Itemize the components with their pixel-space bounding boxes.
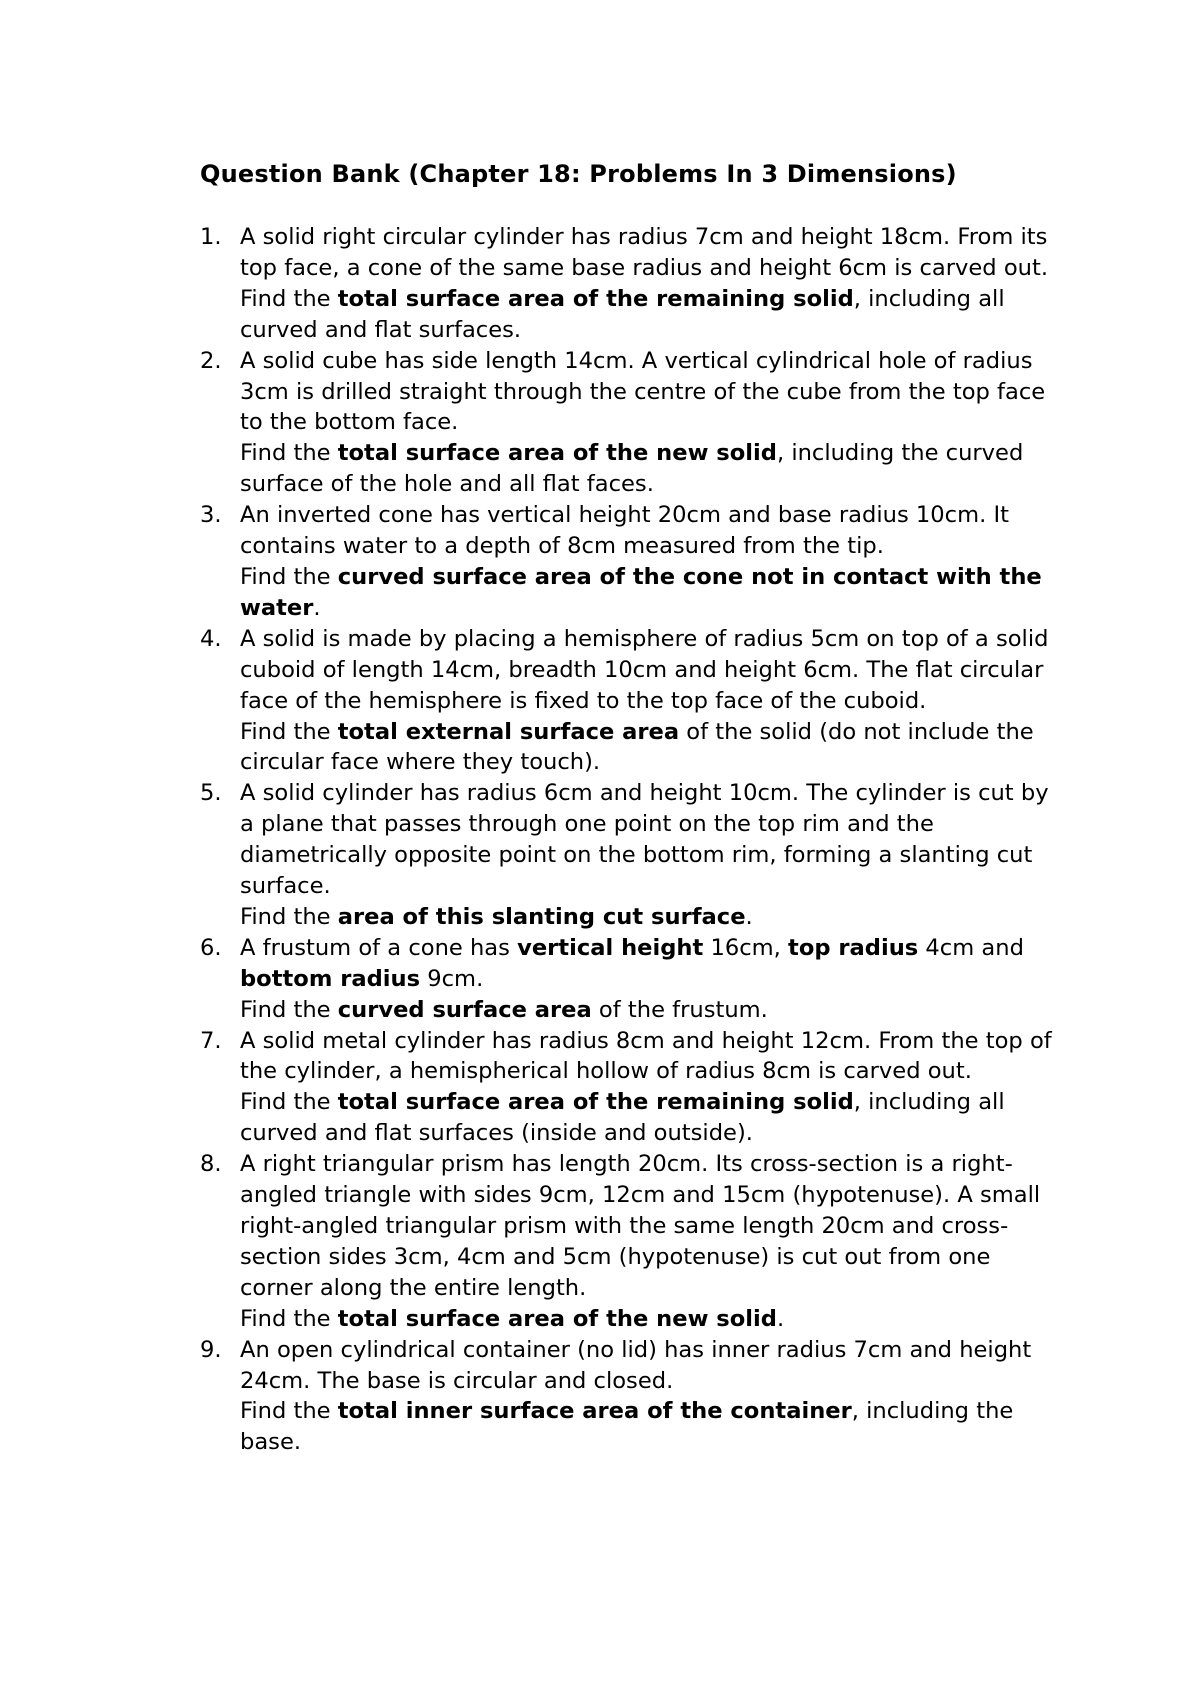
- emphasis-text: total surface area of the new solid: [337, 440, 777, 467]
- task-text: Find the: [240, 285, 338, 312]
- question-task: [240, 995, 1060, 1026]
- emphasis-text: total surface area of the remaining solid: [337, 1089, 854, 1116]
- emphasis-text: total external surface area: [337, 718, 680, 745]
- page-title: Question Bank (Chapter 18: Problems In 3 Dimensions): [200, 160, 957, 188]
- stem-text: A frustum of a cone has: [240, 934, 518, 961]
- question-stem: A solid is made by placing a hemisphere of radius 5cm on top of a solid cuboid of length 14cm, breadth 10cm and height 6cm. The flat circular face of the hemisphere is fixed to the top face of the cuboid.: [240, 625, 1049, 714]
- emphasis-text: bottom radius: [240, 965, 421, 992]
- question-body: [240, 778, 1060, 933]
- task-text: .: [776, 1305, 785, 1332]
- emphasis-text: total inner surface area of the container: [337, 1398, 852, 1425]
- emphasis-text: total surface area of the new solid: [337, 1305, 777, 1332]
- question-body: [240, 933, 1060, 1026]
- emphasis-text: total surface area of the remaining solid: [337, 285, 854, 312]
- stem-text: 16cm,: [703, 934, 789, 961]
- question-stem: A right triangular prism has length 20cm. Its cross-section is a right-angled triangle with sides 9cm, 12cm and 15cm (hypotenuse). A small right-angled triangular prism with the same length 20cm and cross-section sides 3cm, 4cm and 5cm (hypotenuse) is cut out from one corner along the entire length.: [240, 1151, 1041, 1301]
- question-number: 9.: [200, 1336, 222, 1363]
- task-text: , including the base.: [240, 1398, 1014, 1456]
- emphasis-text: curved surface area of the cone not in contact with the water: [240, 563, 1042, 621]
- task-text: of the frustum.: [591, 996, 768, 1023]
- question-number: 2.: [200, 347, 222, 374]
- question-number: 8.: [200, 1151, 222, 1178]
- task-text: Find the: [240, 1398, 338, 1425]
- task-text: , including all curved and flat surfaces.: [240, 285, 1005, 343]
- question-task: [240, 1396, 1060, 1458]
- question-body: [240, 500, 1060, 624]
- emphasis-text: curved surface area: [337, 996, 592, 1023]
- question-item: [200, 500, 1060, 624]
- question-list: [200, 222, 1060, 1458]
- task-text: Find the: [240, 440, 338, 467]
- question-body: [240, 346, 1060, 501]
- stem-text: 4cm and: [918, 934, 1024, 961]
- question-item: [200, 933, 1060, 1026]
- question-body: [240, 222, 1060, 346]
- question-item: [200, 1026, 1060, 1150]
- question-stem: An open cylindrical container (no lid) has inner radius 7cm and height 24cm. The base is circular and closed.: [240, 1336, 1032, 1394]
- question-stem: A solid right circular cylinder has radius 7cm and height 18cm. From its top face, a cone of the same base radius and height 6cm is carved out.: [240, 224, 1049, 281]
- question-body: [240, 1335, 1060, 1459]
- question-number: 4.: [200, 625, 222, 652]
- question-item: [200, 1335, 1060, 1459]
- question-task: [240, 717, 1060, 779]
- task-text: of the solid (do not include the circular face where they touch).: [240, 718, 1034, 776]
- task-text: .: [745, 903, 753, 930]
- task-text: Find the: [240, 1089, 338, 1116]
- task-text: Find the: [240, 1305, 338, 1332]
- question-item: [200, 346, 1060, 501]
- question-stem: A solid cube has side length 14cm. A vertical cylindrical hole of radius 3cm is drilled straight through the centre of the cube from the top face to the bottom face.: [240, 347, 1046, 436]
- question-item: [200, 624, 1060, 779]
- question-number: 7.: [200, 1027, 222, 1054]
- question-task: [240, 438, 1060, 500]
- question-task: [240, 284, 1060, 346]
- question-number: 5.: [200, 780, 222, 807]
- stem-text: 9cm.: [420, 965, 484, 992]
- question-number: 1.: [200, 224, 222, 250]
- question-task: [240, 562, 1060, 624]
- question-number: 3.: [200, 502, 222, 529]
- task-text: , including all curved and flat surfaces (inside and outside).: [240, 1089, 1005, 1147]
- question-task: [240, 1087, 1060, 1149]
- question-task: [240, 1304, 1060, 1335]
- question-number: 6.: [200, 934, 222, 961]
- question-body: [240, 624, 1060, 779]
- task-text: Find the: [240, 563, 338, 590]
- question-item: [200, 222, 1060, 346]
- question-stem: [240, 933, 1060, 995]
- question-task: [240, 902, 1060, 933]
- emphasis-text: area of this slanting cut surface: [337, 903, 746, 930]
- question-item: [200, 1149, 1060, 1334]
- task-text: Find the: [240, 718, 338, 745]
- question-item: [200, 778, 1060, 933]
- task-text: .: [313, 594, 321, 621]
- question-stem: A solid cylinder has radius 6cm and height 10cm. The cylinder is cut by a plane that passes through one point on the top rim and the diametrically opposite point on the bottom rim, forming a slanting cut surface.: [240, 780, 1049, 900]
- emphasis-text: vertical height: [517, 934, 704, 961]
- task-text: Find the: [240, 903, 338, 930]
- question-body: [240, 1026, 1060, 1150]
- task-text: , including the curved surface of the hole and all flat faces.: [240, 440, 1024, 498]
- task-text: Find the: [240, 996, 338, 1023]
- question-stem: A solid metal cylinder has radius 8cm and height 12cm. From the top of the cylinder, a hemispherical hollow of radius 8cm is carved out.: [240, 1027, 1052, 1085]
- question-body: [240, 1149, 1060, 1334]
- emphasis-text: top radius: [788, 934, 919, 961]
- question-stem: An inverted cone has vertical height 20cm and base radius 10cm. It contains water to a depth of 8cm measured from the tip.: [240, 502, 1009, 560]
